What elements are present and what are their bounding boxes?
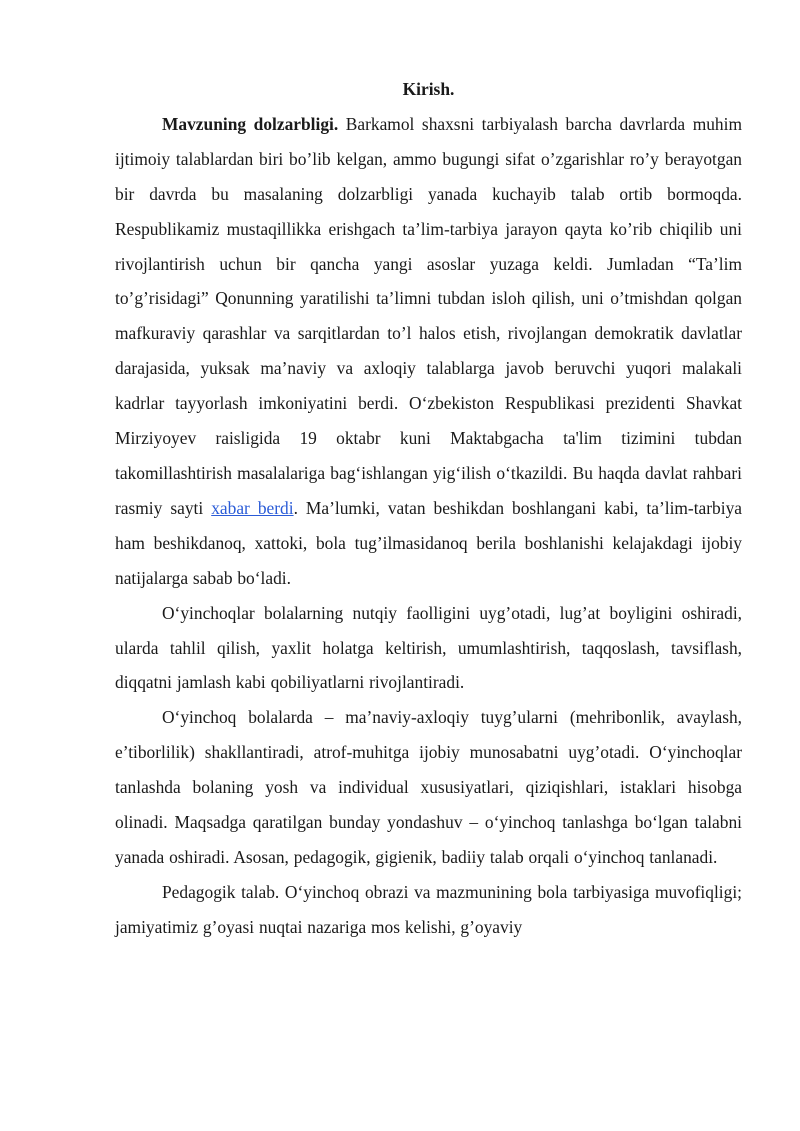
page-title: Kirish.: [402, 79, 455, 99]
paragraph-relevance: [115, 107, 742, 596]
paragraph-text: Barkamol shaxsni tarbiyalash barcha davrlarda muhim ijtimoiy talablardan biri bo’lib kelgan, ammo bugungi sifat o’zgarishlar ro’y berayotgan bir davrda bu masalaning dolzarbligi yanada kuchayib talab ortib bormoqda. Respublikamiz mustaqillikka erishgach ta’lim-tarbiya jarayon qayta ko’rib chiqilib uni rivojlantirish uchun bir qancha yangi asoslar yuzaga keldi. Jumladan “Ta’lim to’g’risidagi” Qonunning yaratilishi ta’limni tubdan isloh qilish, uni o’tmishdan qolgan mafkuraviy qarashlar va sarqitlardan to’l halos etish, rivojlangan demokratik davlatlar darajasida, yuksak ma’naviy va axloqiy talablarga javob beruvchi yuqori malakali kadrlar tayyorlash imkoniyatini berdi. O‘zbekiston Respublikasi prezidenti Shavkat Mirziyoyev raisligida 19 oktabr kuni Maktabgacha ta'lim tizimini tubdan takomillashtirish masalalariga bag‘ishlangan yig‘ilish o‘tkazildi. Bu haqda davlat rahbari rasmiy sayti: [115, 113, 742, 518]
paragraph-text: . Ma’lumki, vatan beshikdan boshlangani kabi, ta’lim-tarbiya ham beshikdanoq, xattoki, bola tug’ilmasidanoq berila boshlanishi kelajakdagi ijobiy natijalarga sabab bo‘ladi.: [115, 497, 743, 588]
paragraph-pedagogical-requirement: Pedagogik talab. O‘yinchoq obrazi va mazmunining bola tarbiyasiga muvofiqligi; jamiyatimiz g’oyasi nuqtai nazariga mos kelishi, g’oyaviy: [115, 881, 742, 937]
paragraph-toys-moral: O‘yinchoq bolalarda – ma’naviy-axloqiy tuyg’ularni (mehribonlik, avaylash, e’tiborlilik) shakllantiradi, atrof-muhitga ijobiy munosabatni uyg’otadi. O‘yinchoqlar tanlashda bolaning yosh va individual xususiyatlari, qiziqishlari, istaklari hisobga olinadi. Maqsadga qaratilgan bunday yondashuv – o‘yinchoq tanlashga bo‘lgan talabni yanada oshiradi. Asosan, pedagogik, gigienik, badiiy talab orqali o‘yinchoq tanlanadi.: [115, 707, 742, 867]
document-body: [115, 72, 742, 945]
paragraph-toys-speech: O‘yinchoqlar bolalarning nutqiy faolligini uyg’otadi, lug’at boyligini oshiradi, ularda tahlil qilish, yaxlit holatga keltirish, umumlashtirish, taqqoslash, tavsiflash, diqqatni jamlash kabi qobiliyatlarni rivojlantiradi.: [115, 602, 742, 693]
paragraph-lead: Mavzuning dolzarbligi.: [162, 113, 339, 134]
xabar-berdi-link[interactable]: xabar berdi: [211, 497, 294, 518]
